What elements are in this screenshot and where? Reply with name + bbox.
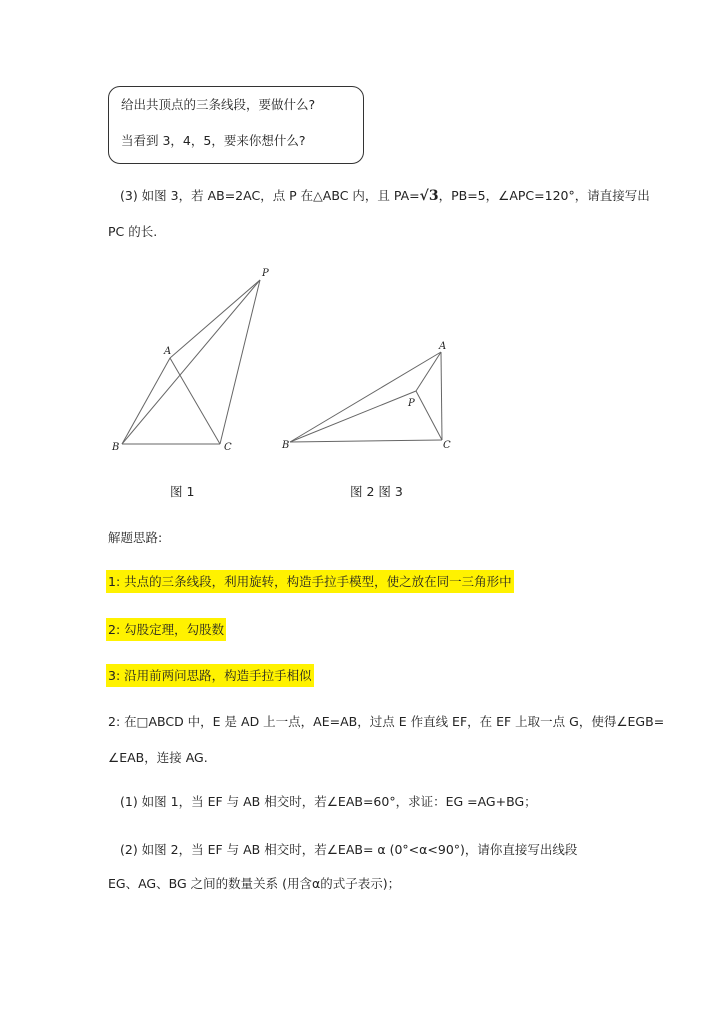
problem2-part-2-line-1: (2) 如图 2，当 EF 与 AB 相交时，若∠EAB= α (0°<α<90°)，请你直接写出线段 <box>120 842 578 857</box>
fig1-caption: 图 1 <box>170 484 195 499</box>
fig2-segment-pa <box>416 352 441 391</box>
fig2-segment-ca <box>441 352 442 440</box>
q3-line-2: PC 的长. <box>108 224 158 239</box>
q3-line-1 <box>120 188 650 204</box>
fig1-segment-ba <box>122 358 170 444</box>
fig1-segment-cp <box>220 280 260 444</box>
fig2-segment-ba <box>290 352 441 442</box>
fig2-segment-bc <box>290 440 442 442</box>
solution-item-1: 1: 共点的三条线段，利用旋转，构造手拉手模型，使之放在同一三角形中 <box>106 570 514 593</box>
fig2-segment-bp <box>290 391 416 442</box>
fig2-label-p: P <box>408 398 415 409</box>
problem2-part-1: (1) 如图 1，当 EF 与 AB 相交时，若∠EAB=60°，求证：EG =AG+BG； <box>120 794 537 809</box>
figure-1 <box>108 262 278 458</box>
q3-text-a: (3) 如图 3，若 AB=2AC，点 P 在△ABC 内，且 PA= <box>120 188 420 203</box>
fig2-label-a: A <box>439 341 447 352</box>
fig1-segment-ap <box>170 280 260 358</box>
sqrt-three: √3 <box>419 188 439 204</box>
fig1-label-p: P <box>262 268 269 279</box>
fig2-label-b: B <box>282 440 290 451</box>
problem2-line-2: ∠EAB，连接 AG. <box>108 750 208 765</box>
solution-item-2: 2: 勾股定理，勾股数 <box>106 618 226 641</box>
figure-2 <box>276 336 466 456</box>
problem2-line-1: 2: 在□ABCD 中，E 是 AD 上一点，AE=AB，过点 E 作直线 EF，在 EF 上取一点 G，使得∠EGB= <box>108 714 665 729</box>
fig1-label-c: C <box>224 442 232 453</box>
fig1-label-a: A <box>164 346 172 357</box>
solution-heading: 解题思路: <box>108 530 163 545</box>
fig23-caption: 图 2 图 3 <box>350 484 403 499</box>
problem2-part-2-line-2: EG、AG、BG 之间的数量关系 (用含α的式子表示)； <box>108 876 401 891</box>
fig2-segment-pc <box>416 391 442 440</box>
q3-text-b: ，PB=5，∠APC=120°，请直接写出 <box>438 188 650 203</box>
solution-item-3: 3: 沿用前两问思路，构造手拉手相似 <box>106 664 314 687</box>
fig1-segment-ac <box>170 358 220 444</box>
hint-box <box>108 86 364 164</box>
fig1-segment-bp <box>122 280 260 444</box>
hint-line-1: 给出共顶点的三条线段，要做什么? <box>121 97 316 112</box>
fig1-label-b: B <box>112 442 120 453</box>
fig2-label-c: C <box>443 440 451 451</box>
hint-line-2: 当看到 3，4，5，要来你想什么? <box>121 133 306 148</box>
